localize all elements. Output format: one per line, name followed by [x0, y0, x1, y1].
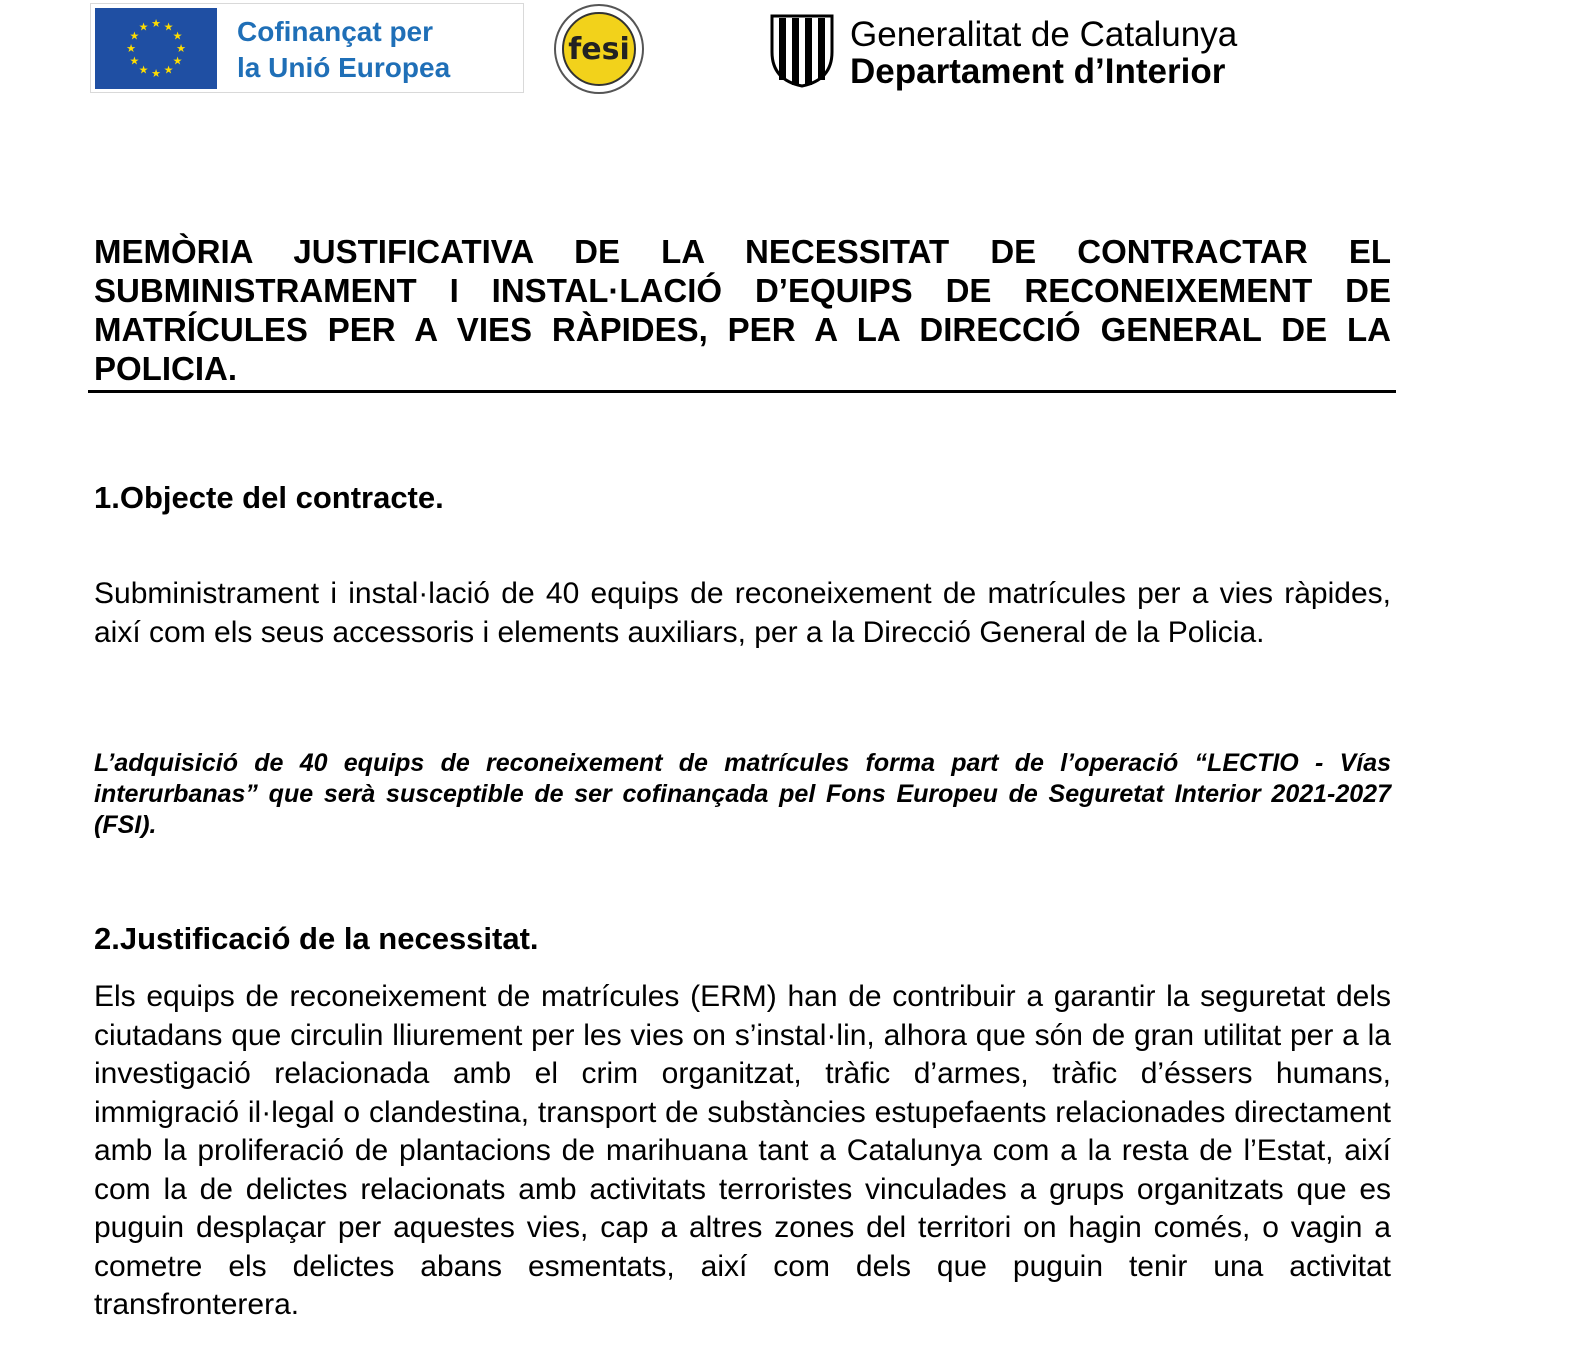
department-name: Departament d’Interior	[850, 52, 1226, 91]
svg-text:★: ★	[163, 20, 174, 34]
eu-cofunding-text	[237, 14, 450, 86]
eu-flag-icon	[95, 8, 217, 89]
svg-text:★: ★	[129, 29, 140, 43]
fesi-logo-text: fesi	[568, 32, 630, 67]
svg-text:★: ★	[163, 63, 174, 77]
svg-text:★: ★	[129, 54, 140, 68]
document-title: MEMÒRIA JUSTIFICATIVA DE LA NECESSITAT DE CONTRACTAR EL SUBMINISTRAMENT I INSTAL·LACIÓ D’EQUIPS DE RECONEIXEMENT DE MATRÍCULES PER A VIES RÀPIDES, PER A LA DIRECCIÓ GENERAL DE LA POLICIA.	[94, 233, 1391, 387]
svg-text:★: ★	[172, 54, 183, 68]
generalitat-name: Generalitat de Catalunya	[850, 15, 1238, 54]
svg-text:★: ★	[138, 20, 149, 34]
section-2-paragraph: Els equips de reconeixement de matrícules (ERM) han de contribuir a garantir la seguretat dels ciutadans que circulin lliurement per les vies on s’instal·lin, alhora que són de gran utilitat per a la investigació relacionada amb el crim organitzat, tràfic d’armes, tràfic d’éssers humans, immigració il·legal o clandestina, transport de substàncies estupefaents relacionades directament amb la proliferació de plantacions de marihuana tant a Catalunya com a la resta de l’Estat, així com la de delictes relacionats amb activitats terroristes vinculades a grups organitzats que es puguin desplaçar per aquestes vies, cap a altres zones del territori on hagin comés, o vagin a cometre els delictes abans esmentats, així com dels que puguin tenir una activitat transfronterera.	[94, 980, 1391, 1321]
section-1-paragraph: Subministrament i instal·lació de 40 equips de reconeixement de matrícules per a vies ràpides, així com els seus accessoris i elements auxiliars, per a la Direcció General de la Policia.	[94, 577, 1391, 649]
eu-line-1: Cofinançat per	[237, 16, 434, 47]
svg-text:★: ★	[176, 42, 186, 55]
generalitat-logo-icon	[768, 12, 836, 88]
section-1-note: L’adquisició de 40 equips de reconeixement de matrícules forma part de l’operació “LECTIO - Vías interurbanas” que serà susceptible de ser cofinançada pel Fons Europeu de Seguretat Interior 2021-2027 (FSI).	[94, 749, 1391, 839]
svg-text:★: ★	[126, 42, 136, 55]
svg-text:★: ★	[151, 67, 161, 80]
eu-cofunding-logo	[90, 3, 524, 93]
generalitat-text	[850, 16, 1237, 90]
section-1-heading: 1.Objecte del contracte.	[94, 480, 444, 515]
eu-stars-icon	[95, 8, 217, 89]
svg-text:★: ★	[138, 63, 149, 77]
svg-text:★: ★	[151, 17, 161, 30]
title-divider	[88, 390, 1396, 393]
page-header	[0, 0, 1569, 110]
fesi-logo	[553, 3, 645, 95]
section-2-heading: 2.Justificació de la necessitat.	[94, 921, 539, 956]
svg-text:★: ★	[172, 29, 183, 43]
eu-line-2: la Unió Europea	[237, 52, 451, 83]
